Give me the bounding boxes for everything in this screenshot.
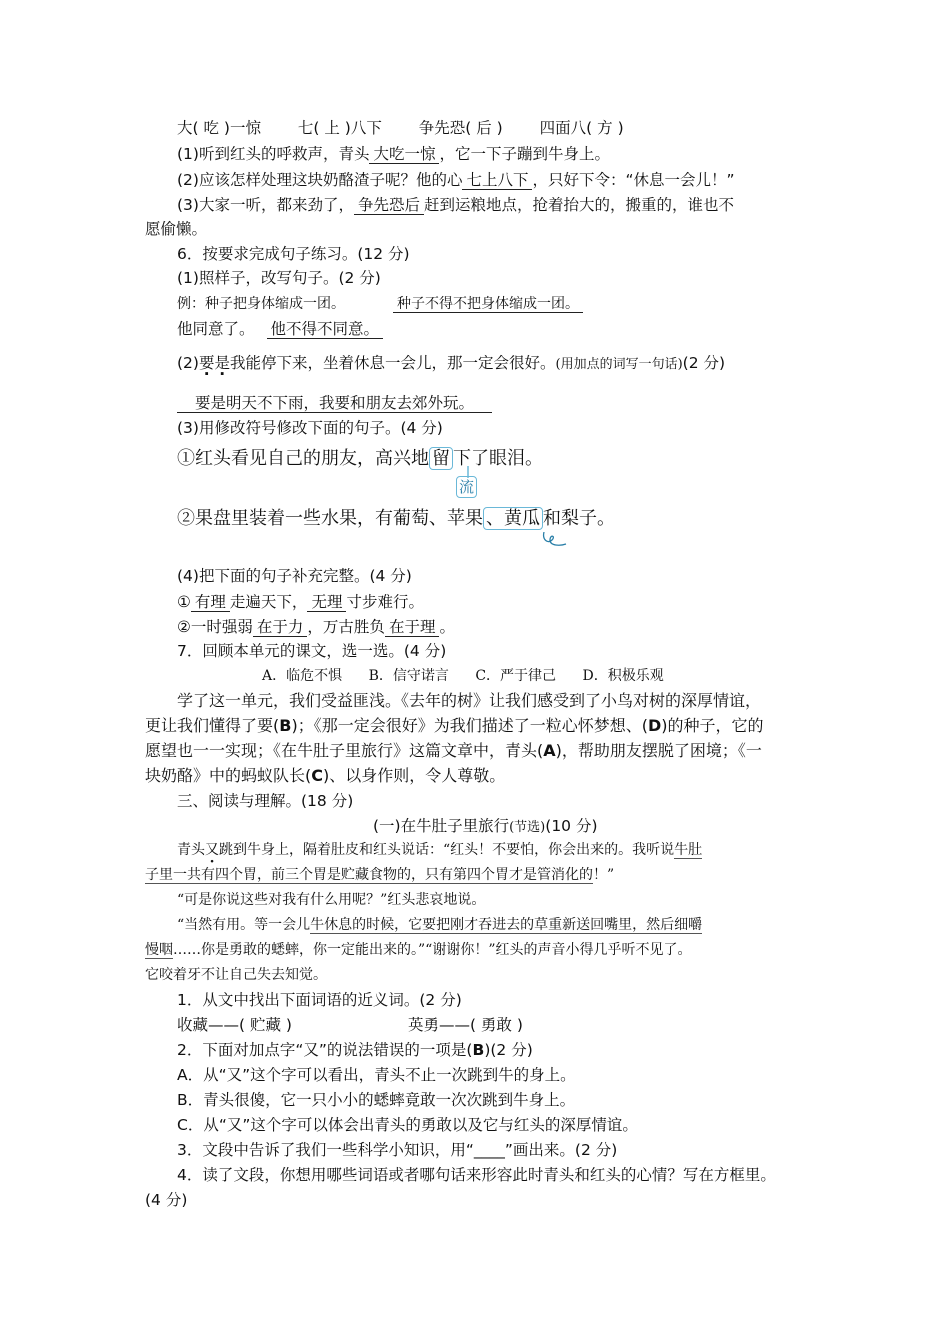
q6-part1-title: (1)照样子，改写句子。(2 分) [177, 269, 381, 287]
option-d: D．积极乐观 [582, 668, 664, 684]
correction-sentence-1: ①红头看见自己的朋友，高兴地 留 下了眼泪。 [177, 448, 543, 469]
q6-part4-title: (4)把下面的句子补充完整。(4 分) [177, 567, 412, 585]
read-q2-option-c: C．从“又”这个字可以体会出青头的勇敢以及它与红头的深厚情谊。 [177, 1116, 638, 1134]
fill-sentence-3: (3)大家一听，都来劲了， 争先恐后 赶到运粮地点，抢着抬大的，搬重的，谁也不 [177, 196, 734, 214]
section-3-title: 三、阅读与理解。(18 分) [177, 792, 354, 810]
idiom-3: 争先恐( 后 ) [418, 119, 503, 137]
option-c: C．严于律己 [475, 668, 557, 684]
q6-part2: (2)要是我能停下来，坐着休息一会儿，那一定会很好。(用加点的词写一句话)(2 分) [177, 354, 726, 372]
answer: B [279, 716, 292, 735]
dotted-char: 是 [214, 354, 230, 372]
answer-blank: 在于理 [385, 618, 440, 637]
idiom-1: 大( 吃 )一惊 [177, 119, 261, 137]
answer-blank: 他不得不同意。 [267, 320, 384, 339]
idiom-4: 四面八( 方 ) [539, 119, 624, 137]
answer-blank: 在于力 [253, 618, 308, 637]
read-q1: 1．从文中找出下面词语的近义词。(2 分) [177, 991, 462, 1009]
fill-sentence-3-cont: 愿偷懒。 [145, 220, 208, 238]
q7-para-line4: 块奶酪》中的蚂蚁队长(C)、以身作则，令人尊敬。 [145, 766, 506, 785]
passage-para3-line1: “当然有用。等一会儿牛休息的时候，它要把刚才吞进去的草重新送回嘴里，然后细嚼 [177, 917, 703, 933]
idiom-2: 七( 上 )八下 [297, 119, 382, 137]
marked-char-box: 留 [429, 447, 453, 470]
read-q2-option-b: B．青头很傻，它一只小小的蟋蟀竟敢一次次跳到牛身上。 [177, 1091, 576, 1109]
read-q4-score: (4 分) [145, 1191, 188, 1209]
dotted-char: 要 [198, 354, 215, 372]
read-q2-option-a: A．从“又”这个字可以看出，青头不止一次跳到牛的身上。 [177, 1066, 576, 1084]
idiom-row [177, 117, 624, 139]
passage-title: (一)在牛肚子里旅行(节选)(10 分) [373, 817, 598, 835]
read-q2: 2．下面对加点字“又”的说法错误的一项是(B)(2 分) [177, 1041, 533, 1059]
q6-part3-title: (3)用修改符号修改下面的句子。(4 分) [177, 419, 443, 437]
answer-blank: 争先恐后 [354, 196, 424, 215]
passage-para2: “可是你说这些对我有什么用呢？”红头悲哀地说。 [177, 892, 486, 908]
q6-part2-answer [177, 392, 492, 414]
q6-part1-question: 他同意了。 他不得不同意。 [177, 318, 383, 340]
answer-blank: 无理 [307, 593, 346, 612]
replacement-char-box: 流 [456, 476, 477, 498]
q7-para-line3: 愿望也一一实现；《在牛肚子里旅行》这篇文章中，青头(A)，帮助朋友摆脱了困境；《一 [145, 741, 762, 760]
q6-example: 例：种子把身体缩成一团。 种子不得不把身体缩成一团。 [177, 292, 583, 315]
answer-blank: 大吃一惊 [369, 145, 439, 164]
proverb-2: ②一时强弱 在于力 ，万古胜负 在于理 。 [177, 618, 455, 636]
proverb-1: ① 有理 走遍天下， 无理 寸步难行。 [177, 593, 424, 611]
read-q1-answers: 收藏——( 贮藏 ) 英勇——( 勇敢 ) [177, 1016, 523, 1034]
q7-title: 7．回顾本单元的课文，选一选。(4 分) [177, 642, 447, 660]
q6-title: 6．按要求完成句子练习。(12 分) [177, 245, 410, 263]
q7-options [262, 665, 664, 687]
fill-sentence-2: (2)应该怎样处理这块奶酪渣子呢？他的心 七上八下 ，只好下令：“休息一会儿！” [177, 171, 735, 189]
read-q4: 4．读了文段，你想用哪些词语或者哪句话来形容此时青头和红头的心情？写在方框里。 [177, 1166, 776, 1184]
passage-para3-line3: 它咬着牙不让自己失去知觉。 [145, 967, 327, 983]
answer: D [647, 716, 662, 735]
example-answer: 种子不得不把身体缩成一团。 [393, 296, 583, 313]
option-b: B．信守诺言 [368, 668, 449, 684]
answer-blank: 七上八下 [462, 171, 532, 190]
answer: B [472, 1041, 485, 1059]
correction-sentence-2: ②果盘里装着一些水果，有葡萄、苹果 、黄瓜 和梨子。 [177, 508, 615, 529]
answer: C [311, 766, 323, 785]
q7-para-line2: 更让我们懂得了要(B)；《那一定会很好》为我们描述了一粒心怀梦想、(D)的种子，它的 [145, 716, 764, 735]
deleted-words-box: 、黄瓜 [483, 507, 543, 530]
passage-para1-line2: 子里一共有四个胃，前三个胃是贮藏食物的，只有第四个胃才是管消化的！” [145, 867, 615, 883]
answer-blank: 要是明天不下雨，我要和朋友去郊外玩。 [177, 394, 492, 413]
delete-mark-icon [538, 532, 568, 550]
dotted-char: 又 [205, 842, 219, 858]
answer: A [543, 741, 556, 760]
answer-blank: 有理 [191, 593, 230, 612]
fill-sentence-1: (1)听到红头的呼救声，青头 大吃一惊 ，它一下子蹦到牛身上。 [177, 145, 610, 163]
insert-line [462, 466, 476, 478]
q7-para-line1: 学了这一单元，我们受益匪浅。《去年的树》让我们感受到了小鸟对树的深厚情谊， [177, 691, 762, 710]
read-q3: 3．文段中告诉了我们一些科学小知识，用“____”画出来。(2 分) [177, 1141, 618, 1159]
passage-para1-line1: 青头又跳到牛身上，隔着肚皮和红头说话：“红头！不要怕，你会出来的。我听说牛肚 [177, 842, 703, 858]
passage-para3-line2: 慢咽……你是勇敢的蟋蟀，你一定能出来的。”“谢谢你！”红头的声音小得几乎听不见了。 [145, 942, 692, 958]
option-a: A．临危不惧 [262, 668, 343, 684]
